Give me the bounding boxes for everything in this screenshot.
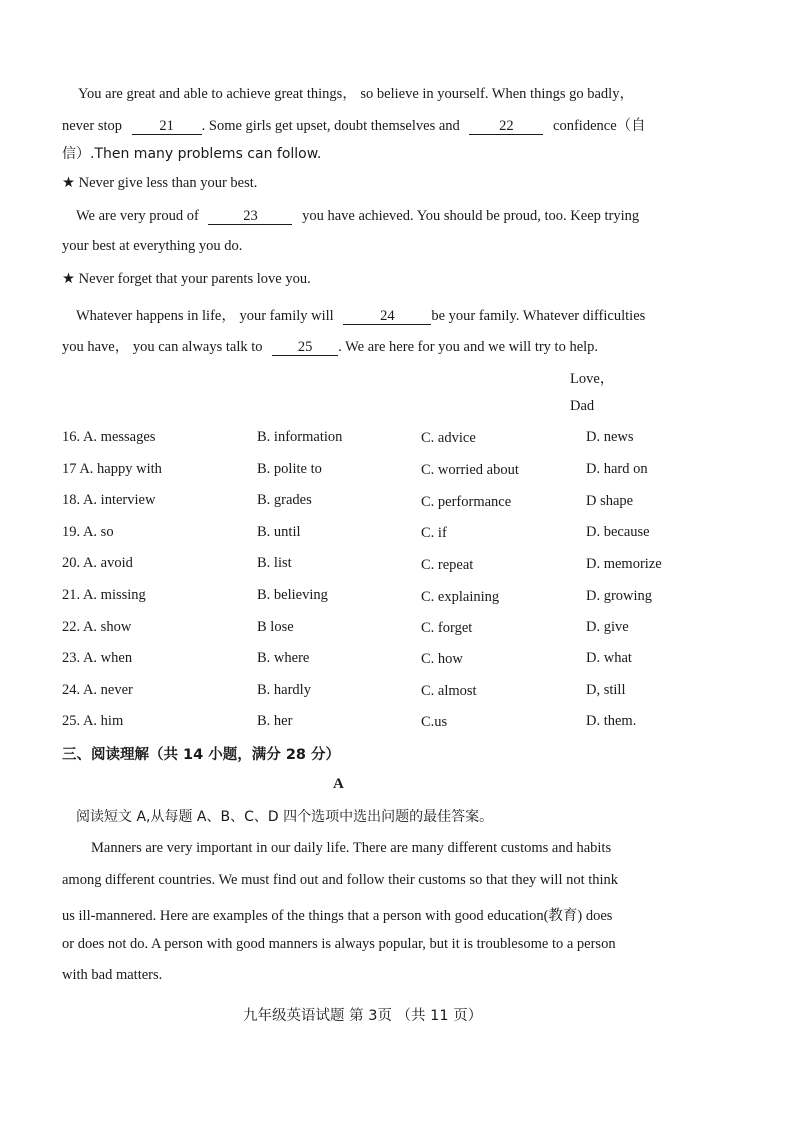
blank-22: 22 bbox=[469, 119, 543, 135]
blank-21: 21 bbox=[132, 119, 202, 135]
letter-signature: Dad bbox=[570, 398, 595, 414]
reading-line: among different countries. We must find out and follow their customs so that they will not think bbox=[62, 872, 619, 888]
option-d: D. them. bbox=[586, 713, 637, 729]
passage-text: you have achieved. You should be proud, too. Keep trying bbox=[302, 208, 640, 224]
passage-line bbox=[78, 82, 634, 103]
passage-text: You are great and able to achieve great things， so believe in yourself. When things go badly， bbox=[78, 86, 634, 102]
option-b: B. her bbox=[257, 713, 293, 729]
option-d: D. what bbox=[586, 650, 632, 666]
passage-line bbox=[62, 114, 646, 135]
passage-text: Whatever happens in life， your family will bbox=[76, 308, 334, 324]
option-a: 23. A. when bbox=[62, 650, 133, 666]
option-a: 18. A. interview bbox=[62, 492, 156, 508]
option-d: D. because bbox=[586, 524, 650, 540]
option-d: D. growing bbox=[586, 588, 653, 604]
passage-text: you have， you can always talk to bbox=[62, 339, 263, 355]
reading-line: us ill-mannered. Here are examples of the things that a person with good education(教育) does bbox=[62, 908, 613, 924]
blank-24: 24 bbox=[343, 309, 431, 325]
option-b: B. hardly bbox=[257, 682, 311, 698]
blank-23: 23 bbox=[208, 209, 292, 225]
option-a: 22. A. show bbox=[62, 619, 132, 635]
option-b: B lose bbox=[257, 619, 294, 635]
tip-heading bbox=[62, 271, 311, 288]
option-c: C. forget bbox=[421, 620, 473, 636]
option-c: C. if bbox=[421, 525, 447, 541]
passage-line bbox=[62, 143, 321, 163]
option-a: 20. A. avoid bbox=[62, 555, 133, 571]
option-a: 17 A. happy with bbox=[62, 461, 162, 477]
option-a: 19. A. so bbox=[62, 524, 114, 540]
passage-text: We are very proud of bbox=[76, 208, 199, 224]
reading-line: Manners are very important in our daily life. There are many different customs and habits bbox=[91, 840, 612, 856]
passage-text: confidence（自 bbox=[553, 118, 646, 134]
option-c: C. repeat bbox=[421, 557, 474, 573]
passage-line bbox=[62, 335, 598, 356]
option-a: 16. A. messages bbox=[62, 429, 156, 445]
part-label: A bbox=[333, 776, 344, 792]
blank-25: 25 bbox=[272, 340, 338, 356]
tip-text: ★ Never forget that your parents love you. bbox=[62, 271, 311, 287]
passage-text: be your family. Whatever difficulties bbox=[431, 308, 646, 324]
option-b: B. until bbox=[257, 524, 301, 540]
option-b: B. polite to bbox=[257, 461, 322, 477]
option-b: B. information bbox=[257, 429, 343, 445]
option-a: 21. A. missing bbox=[62, 587, 146, 603]
option-c: C.us bbox=[421, 714, 448, 730]
passage-line bbox=[76, 208, 639, 225]
passage-text: your best at everything you do. bbox=[62, 238, 243, 254]
option-b: B. believing bbox=[257, 587, 328, 603]
page-footer: 九年级英语试题 第 3页 （共 11 页） bbox=[243, 1008, 483, 1024]
option-a: 24. A. never bbox=[62, 682, 133, 698]
passage-text: never stop bbox=[62, 118, 122, 134]
option-c: C. explaining bbox=[421, 589, 500, 605]
option-d: D. hard on bbox=[586, 461, 648, 477]
option-c: C. almost bbox=[421, 683, 477, 699]
option-d: D. give bbox=[586, 619, 629, 635]
passage-text: . We are here for you and we will try to help. bbox=[338, 339, 599, 355]
section-heading: 三、阅读理解（共 14 小题，满分 28 分） bbox=[62, 747, 341, 763]
letter-closing: Love， bbox=[570, 371, 615, 387]
option-c: C. performance bbox=[421, 494, 512, 510]
option-c: C. advice bbox=[421, 430, 476, 446]
option-b: B. grades bbox=[257, 492, 312, 508]
option-d: D. news bbox=[586, 429, 634, 445]
reading-line: or does not do. A person with good manners is always popular, but it is troublesome to a person bbox=[62, 936, 616, 952]
reading-instruction: 阅读短文 A,从每题 A、B、C、D 四个选项中选出问题的最佳答案。 bbox=[76, 809, 494, 825]
option-d: D shape bbox=[586, 493, 634, 509]
tip-text: ★ Never give less than your best. bbox=[62, 175, 258, 191]
passage-text: 信）.Then many problems can follow. bbox=[62, 146, 322, 162]
option-b: B. where bbox=[257, 650, 310, 666]
option-d: D. memorize bbox=[586, 556, 662, 572]
option-c: C. how bbox=[421, 651, 463, 667]
tip-heading bbox=[62, 175, 257, 192]
passage-line bbox=[62, 238, 242, 255]
option-d: D, still bbox=[586, 682, 626, 698]
option-c: C. worried about bbox=[421, 462, 519, 478]
reading-line: with bad matters. bbox=[62, 967, 163, 983]
option-a: 25. A. him bbox=[62, 713, 124, 729]
passage-line bbox=[76, 304, 645, 325]
passage-text: . Some girls get upset, doubt themselves and bbox=[201, 118, 460, 134]
option-b: B. list bbox=[257, 555, 292, 571]
